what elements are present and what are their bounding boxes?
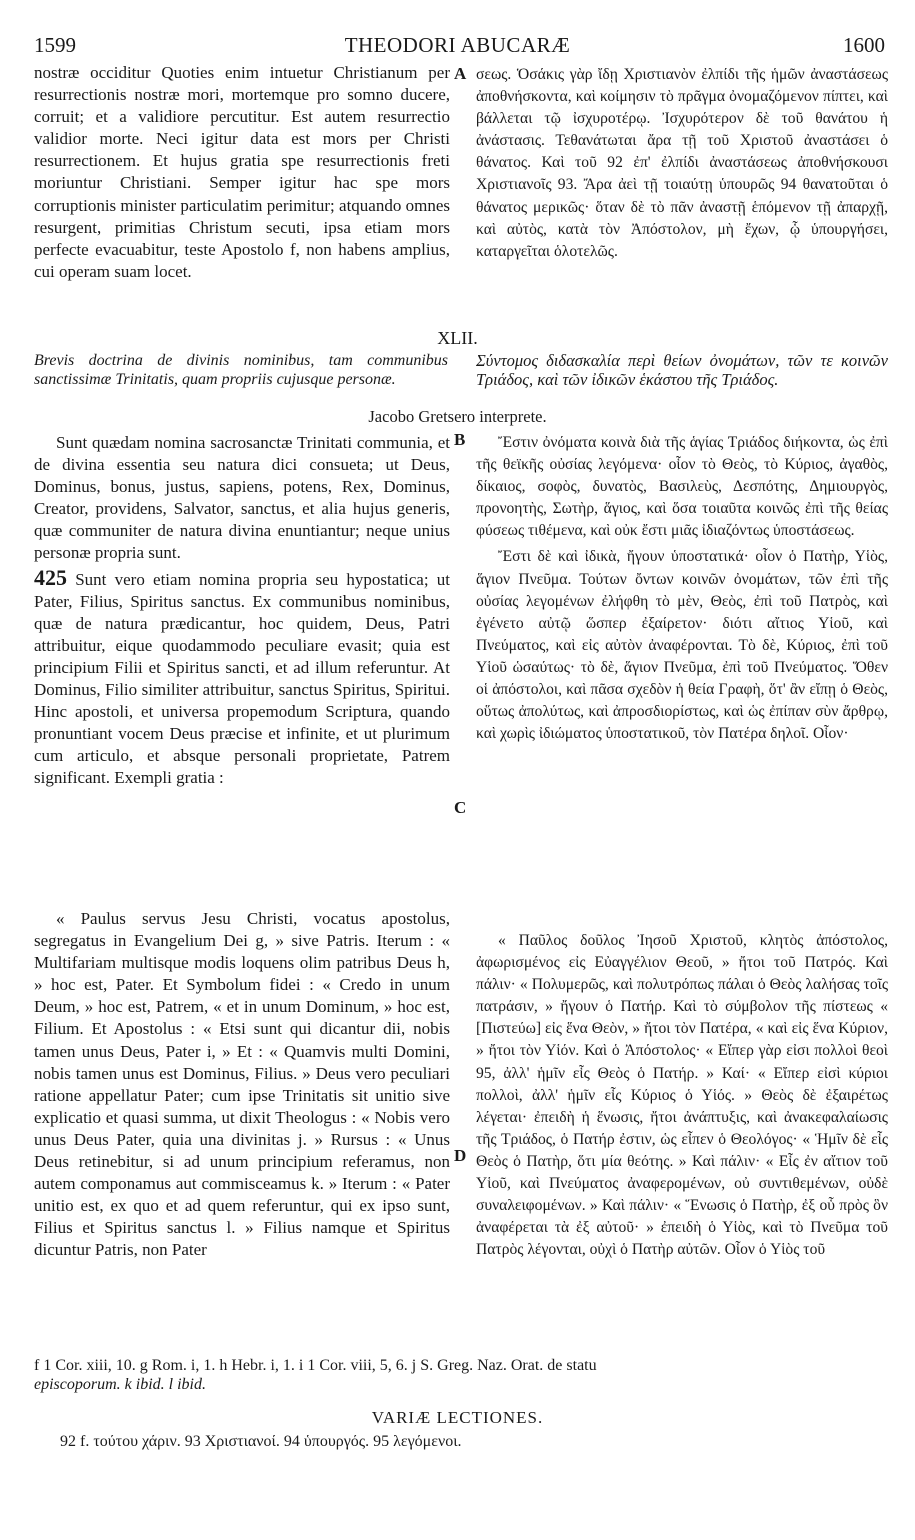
footnotes-line-1: f 1 Cor. xiii, 10. g Rom. i, 1. h Hebr. i, 1. i 1 Cor. viii, 5, 6. j S. Greg. Naz. Orat. de statu: [34, 1357, 597, 1374]
greek-text: σεως. Ὁσάκις γὰρ ἴδῃ Χριστιανὸν ἐλπίδι τῆς ἡμῶν ἀναστάσεως ἀποθνήσκοντα, καὶ κοίμησιν τὸ πρᾶγμα ὀνομαζόμενον πίπτει, καὶ βάλλεται τῷ ἰσχυροτέρῳ. Ἰσχυρότερον δὲ τοῦ θανάτου ἡ ἀνάστασις. Τεθανάτωται ἄρα τῇ τοῦ Χριστοῦ ἀναστάσει ὁ θάνατος. Καὶ τοῦ 92 ἐπ' ἐλπίδι ἀναστάσεως ἀποθνήσκουσι Χριστιανοῖς 93. Ἄρα ἀεὶ τῇ τοιαύτῃ ὑπουρῶς 94 θανατοῦται ὁ θάνατος μερικῶς· ὅταν δὲ τὸ πᾶν ἀναστῇ ἑπόμενον τῇ ἀπαρχῇ, καὶ αὐτὸς, κατὰ τὸν Ἀπόστολον, μὴ ἔχων, ᾧ ὑπουργήσει, καταργεῖται ὁλοτελῶς.: [476, 66, 888, 260]
column-number: 425: [34, 564, 67, 590]
latin-paragraph-2-text: Sunt vero etiam nomina propria seu hypostatica; ut Pater, Filius, Spiritus sanctus. Ex communibus nominibus, quæ de natura prædicantur, hoc quidem, Deus, Patri attribuitur, eique quodammodo peculiare evasit; quia est principium Filii et Spiritus sancti, et ad illum referuntur. At Dominus, Filio similiter attribuitur, sanctus Spiritus, Spiritui. Hinc apostoli, et universa propemodum Scriptura, quando pronuntiant vocem Deus præcise et infinite, et ut plurimum cum articulo, et absque personali proprietate, Patrem significant. Exempli gratia :: [34, 569, 450, 788]
greek-quotations: « Παῦλος δοῦλος Ἰησοῦ Χριστοῦ, κλητὸς ἀπόστολος, ἀφωρισμένος εἰς Εὐαγγέλιον Θεοῦ, » ἤτοι τοῦ Πατρός. Καὶ πάλιν· « Πολυμερῶς, καὶ πολυτρόπως πάλαι ὁ Θεὸς λαλήσας τοῖς πατράσιν, » ἤγουν ὁ Πατήρ. Καὶ τὸ σύμβολον τῆς πίστεως « [Πιστεύω] εἰς ἕνα Θεὸν, » ἤτοι τὸν Πατέρα, « καὶ εἰς ἕνα Κύριον, » ἤτοι τὸν Υἱόν. Καὶ ὁ Ἀπόστολος· « Εἴπερ γὰρ εἰσι πολλοὶ θεοὶ 95, ἀλλ' ἡμῖν εἷς Θεὸς ὁ Πατήρ. » Καί· « Εἴπερ εἰσὶ κύριοι πολλοὶ, ἀλλ' ἡμῖν εἷς Κύριος ὁ Υἱός. » Θεὸς δὲ ἐξαιρέτως λέγεται· ἐπειδὴ ἡ ἕνωσις, ἤτοι ἀνάπτυξις, καὶ ἀνακεφαλαίωσις τῆς Τριάδος, ὁ Πατήρ ἐστιν, ὡς εἶπεν ὁ Θεολόγος· « Ἡμῖν δὲ εἷς Θεὸς ὁ Πατὴρ, ὅτι μία θεότης. » Καὶ πάλιν· « Εἷς ἐν αἴτιον τοῦ Υἱοῦ, καὶ Πνεύματος ἀναφερομένων, οὐ συντιθεμένων, οὐδὲ συναλειφομένων. » Καὶ πάλιν· « Ἕνωσις ὁ Πατὴρ, ἐξ οὗ πρὸς ὃν ἀναφέρεται τὰ ἐξ αὐτοῦ· » ἐπειδὴ ὁ Υἱὸς, καὶ τὸ Πνεῦμα τοῦ Πατρὸς λέγονται, οὐχὶ ὁ Πατὴρ αὐτῶν. Οἷον ὁ Υἱὸς τοῦ: [476, 932, 888, 1259]
margin-marker-c: C: [454, 798, 467, 817]
greek-column-section3: [476, 930, 888, 1261]
chapter-title-greek-text: Σύντομος διδασκαλία περὶ θείων ὀνομάτων, τῶν τε κοινῶν Τριάδος, καὶ τῶν ἰδικῶν ἑκάστου τῆς Τριάδος.: [476, 351, 888, 389]
chapter-title-latin-text: Brevis doctrina de divinis nominibus, tam communibus sanctissimæ Trinitatis, quam propriis cujusque personæ.: [34, 352, 448, 388]
latin-paragraph-1: Sunt quædam nomina sacrosanctæ Trinitati communia, et de divina essentia seu natura dici consueta; ut Deus, Dominus, bonus, justus, sapiens, potens, Rex, Dominus, Creator, providens, Salvator, sanctus, et alia hujus generis, quæ communiter de natura divina enuntiantur; neque unius personæ propria sunt.: [34, 433, 450, 563]
interpreter-line: Jacobo Gretsero interprete.: [368, 407, 547, 426]
margin-marker-b: B: [454, 430, 466, 449]
variae-lectiones: 92 f. τούτου χάριν. 93 Χριστιανοί. 94 ὑπουργός. 95 λεγόμενοι.: [60, 1433, 462, 1450]
latin-column-section3: [34, 908, 450, 1262]
chapter-title-greek: [476, 352, 888, 389]
greek-column-section1: [476, 64, 888, 263]
greek-paragraph-1: Ἔστιν ὀνόματα κοινὰ διὰ τῆς ἁγίας Τριάδος διήκοντα, ὡς ἐπὶ τῆς θεϊκῆς οὐσίας λεγόμενα· οἷον τὸ Θεὸς, τὸ Κύριος, ἀγαθὸς, δίκαιος, σοφὸς, δυνατὸς, Βασιλεὺς, Δεσπότης, Δημιουργὸς, προνοητὴς, Σωτὴρ, ἅγιος, καὶ ὅσα τοιαῦτα κοινῶς ἐπὶ τῆς θείας φύσεως τιθέμενα, καὶ οὐκ ἔστι μιᾶς ἰδιαζόντως ὑποστάσεως.: [476, 434, 888, 540]
running-title: THEODORI ABUCARÆ: [344, 33, 571, 57]
latin-text: nostræ occiditur Quoties enim intuetur Christianum per resurrectionis nostræ mori, mortemque pro somno ducere, corruit; et a validiore percutitur. Est autem resurrectio validior morte. Neci igitur data est mors per Christi resurrectionem. Et hujus gratia spe resurrectionis freti moriuntur Christiani. Semper igitur hac spe mors corruptionis minister particulatim perimitur; atquando omnes resurgent, primitias Christum secuti, ipsa etiam mors perfecte evacuabitur, teste Apostolo f, non habens amplius, cui operam suam locet.: [34, 63, 450, 281]
latin-paragraph-2: [34, 564, 450, 790]
greek-column-section2: [476, 432, 888, 745]
greek-paragraph-2: Ἔστι δὲ καὶ ἰδικὰ, ἤγουν ὑποστατικά· οἷον ὁ Πατὴρ, Υἱὸς, ἅγιον Πνεῦμα. Τούτων ὄντων κοινῶν ὀνομάτων, τῶν ἐπὶ τῆς οὐσίας λεγομένων ἐλήφθη τὸ μὲν, Θεὸς, ἐπὶ τοῦ Πατρὸς, καὶ ἐγένετο αὐτῷ ὥσπερ ἐξαίρετον· διότι αἴτιος Υἱοῦ, καὶ Πνεύματος, καὶ εἰς αὐτὸν ἀναφέρονται. Τὸ δὲ, Κύριος, ἐπὶ τοῦ Υἱοῦ ὡσαύτως· τὸ δὲ, ἅγιον Πνεῦμα, ἐπὶ τοῦ Πνεύματος. Ὅθεν οἱ ἀπόστολοι, καὶ πᾶσα σχεδὸν ἡ θεία Γραφὴ, ὅτ' ἂν εἴπῃ ὁ Θεὸς, οὕτως ἀπολύτως, καὶ ἀπροσδιορίστως, καὶ ὡς ἐπίπαν σὺν ἄρθρῳ, καὶ χωρὶς ἰδιώματος ὑποστατικοῦ, τὸν Πατέρα δηλοῖ. Οἷον·: [476, 548, 888, 743]
variae-lectiones-title: VARIÆ LECTIONES.: [371, 1408, 544, 1427]
chapter-title-latin: [34, 352, 448, 389]
latin-quotations: « Paulus servus Jesu Christi, vocatus apostolus, segregatus in Evangelium Dei g, » sive Patris. Iterum : « Multifariam multisque modis loquens olim patribus Deus h, » hoc est, Pater. Et Symbolum fidei : « Credo in unum Deum, » hoc est, Patrem, « et in unum Dominum, » hoc est, Filium. Et Apostolus : « Etsi sunt qui dicantur dii, nobis tamen unus Deus, Pater i, » Et : « Quamvis multi Domini, nobis tamen unus est Dominus, Filius. » Deus vero peculiari ratione appellatur Pater; cum ipse Trinitatis sit unitio sive explicatio et quasi summa, ut dixit Theologus : « Nobis vero unus Deus Pater, quia una divinitas j. » Rursus : « Unus Deus retinebitur, si ad unum principium referamus, non autem componamus aut commisceamus k. » Iterum : « Pater unitio est, ex quo et ad quem referuntur, qui ex ipso sunt, Filius et Spiritus sanctus l. » Filius namque et Spiritus dicuntur Patris, non Pater: [34, 909, 450, 1260]
page-number-right: 1600: [843, 33, 885, 57]
margin-marker-a: A: [454, 64, 467, 83]
footnotes: [34, 1356, 894, 1394]
footnotes-line-2: episcoporum. k ibid. l ibid.: [34, 1376, 206, 1393]
margin-marker-d: D: [454, 1146, 467, 1165]
chapter-number: XLII.: [437, 328, 478, 348]
page-number-left: 1599: [34, 33, 76, 57]
latin-column-section1: [34, 62, 450, 283]
latin-column-section2: [34, 432, 450, 790]
